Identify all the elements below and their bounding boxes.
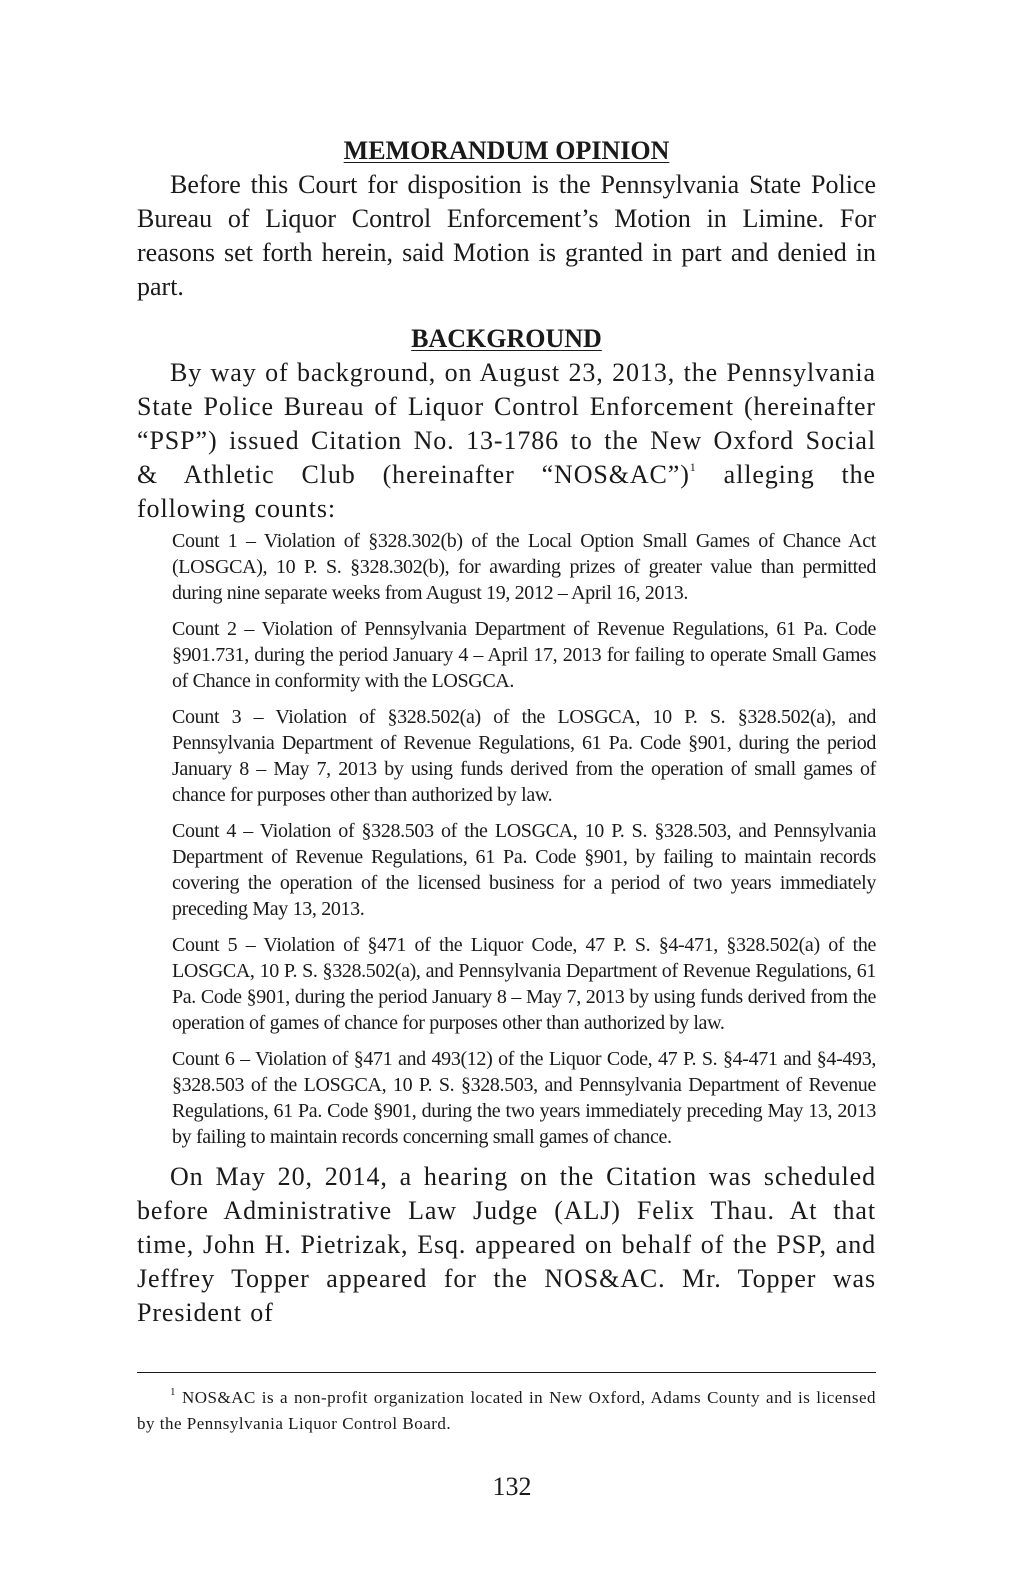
footnote-text: NOS&AC is a non-profit organization located in New Oxford, Adams County and is licensed by the Pennsylvania Liquor Control Board. <box>137 1388 876 1433</box>
count-item: Count 6 – Violation of §471 and 493(12) of the Liquor Code, 47 P. S. §4-471 and §4-493, §328.503 of the LOSGCA, 10 P. S. §328.503, and Pennsylvania Department of Revenue Regulations, 61 Pa. Code §901, during the two years immediately preceding May 13, 2013 by failing to maintain records concerning small games of chance. <box>172 1048 876 1148</box>
memorandum-heading: MEMORANDUM OPINION <box>343 136 670 165</box>
count-item: Count 1 – Violation of §328.302(b) of the Local Option Small Games of Chance Act (LOSGCA), 10 P. S. §328.302(b), for awarding prizes of greater value than permitted during nine separate weeks from August 19, 2012 – April 16, 2013. <box>172 530 876 604</box>
document-body <box>137 134 876 1330</box>
page-number: 132 <box>492 1472 532 1501</box>
footnote-divider <box>137 1372 876 1373</box>
counts-list <box>172 528 876 1150</box>
count-item: Count 5 – Violation of §471 of the Liquor Code, 47 P. S. §4-471, §328.502(a) of the LOSGCA, 10 P. S. §328.502(a), and Pennsylvania Department of Revenue Regulations, 61 Pa. Code §901, during the period January 8 – May 7, 2013 by using funds derived from the operation of games of chance for purposes other than authorized by law. <box>172 934 876 1034</box>
count-item: Count 2 – Violation of Pennsylvania Department of Revenue Regulations, 61 Pa. Code §901.731, during the period January 4 – April 17, 2013 for failing to operate Small Games of Chance in conformity with the LOSGCA. <box>172 618 876 692</box>
count-item: Count 4 – Violation of §328.503 of the LOSGCA, 10 P. S. §328.503, and Pennsylvania Department of Revenue Regulations, 61 Pa. Code §901, by failing to maintain records covering the operation of the licensed business for a period of two years immediately preceding May 13, 2013. <box>172 820 876 920</box>
count-item: Count 3 – Violation of §328.502(a) of the LOSGCA, 10 P. S. §328.502(a), and Pennsylvania Department of Revenue Regulations, 61 Pa. Code §901, during the period January 8 – May 7, 2013 by using funds derived from the operation of small games of chance for purposes other than authorized by law. <box>172 706 876 806</box>
intro-paragraph: Before this Court for disposition is the Pennsylvania State Police Bureau of Liquor Control Enforcement’s Motion in Limine. For reasons set forth herein, said Motion is granted in part and denied in part. <box>137 170 876 301</box>
footnote-reference: 1 <box>689 460 697 474</box>
background-text: By way of background, on August 23, 2013, the Pennsylvania State Police Bureau of Liquor Control Enforcement (hereinafter “PSP”) issued Citation No. 13-1786 to the New Oxford Social & Athletic Club (hereinafter “NOS&AC”) <box>137 358 876 489</box>
background-heading: BACKGROUND <box>411 324 602 353</box>
footnote-number: 1 <box>170 1386 176 1398</box>
hearing-paragraph: On May 20, 2014, a hearing on the Citation was scheduled before Administrative Law Judge (ALJ) Felix Thau. At that time, John H. Pietrizak, Esq. appeared on behalf of the PSP, and Jeffrey Topper appeared for the NOS&AC. Mr. Topper was President of <box>137 1162 876 1327</box>
footnote <box>137 1385 876 1437</box>
background-paragraph <box>137 356 876 526</box>
background-text-continued: alleging the following counts: <box>137 460 876 523</box>
